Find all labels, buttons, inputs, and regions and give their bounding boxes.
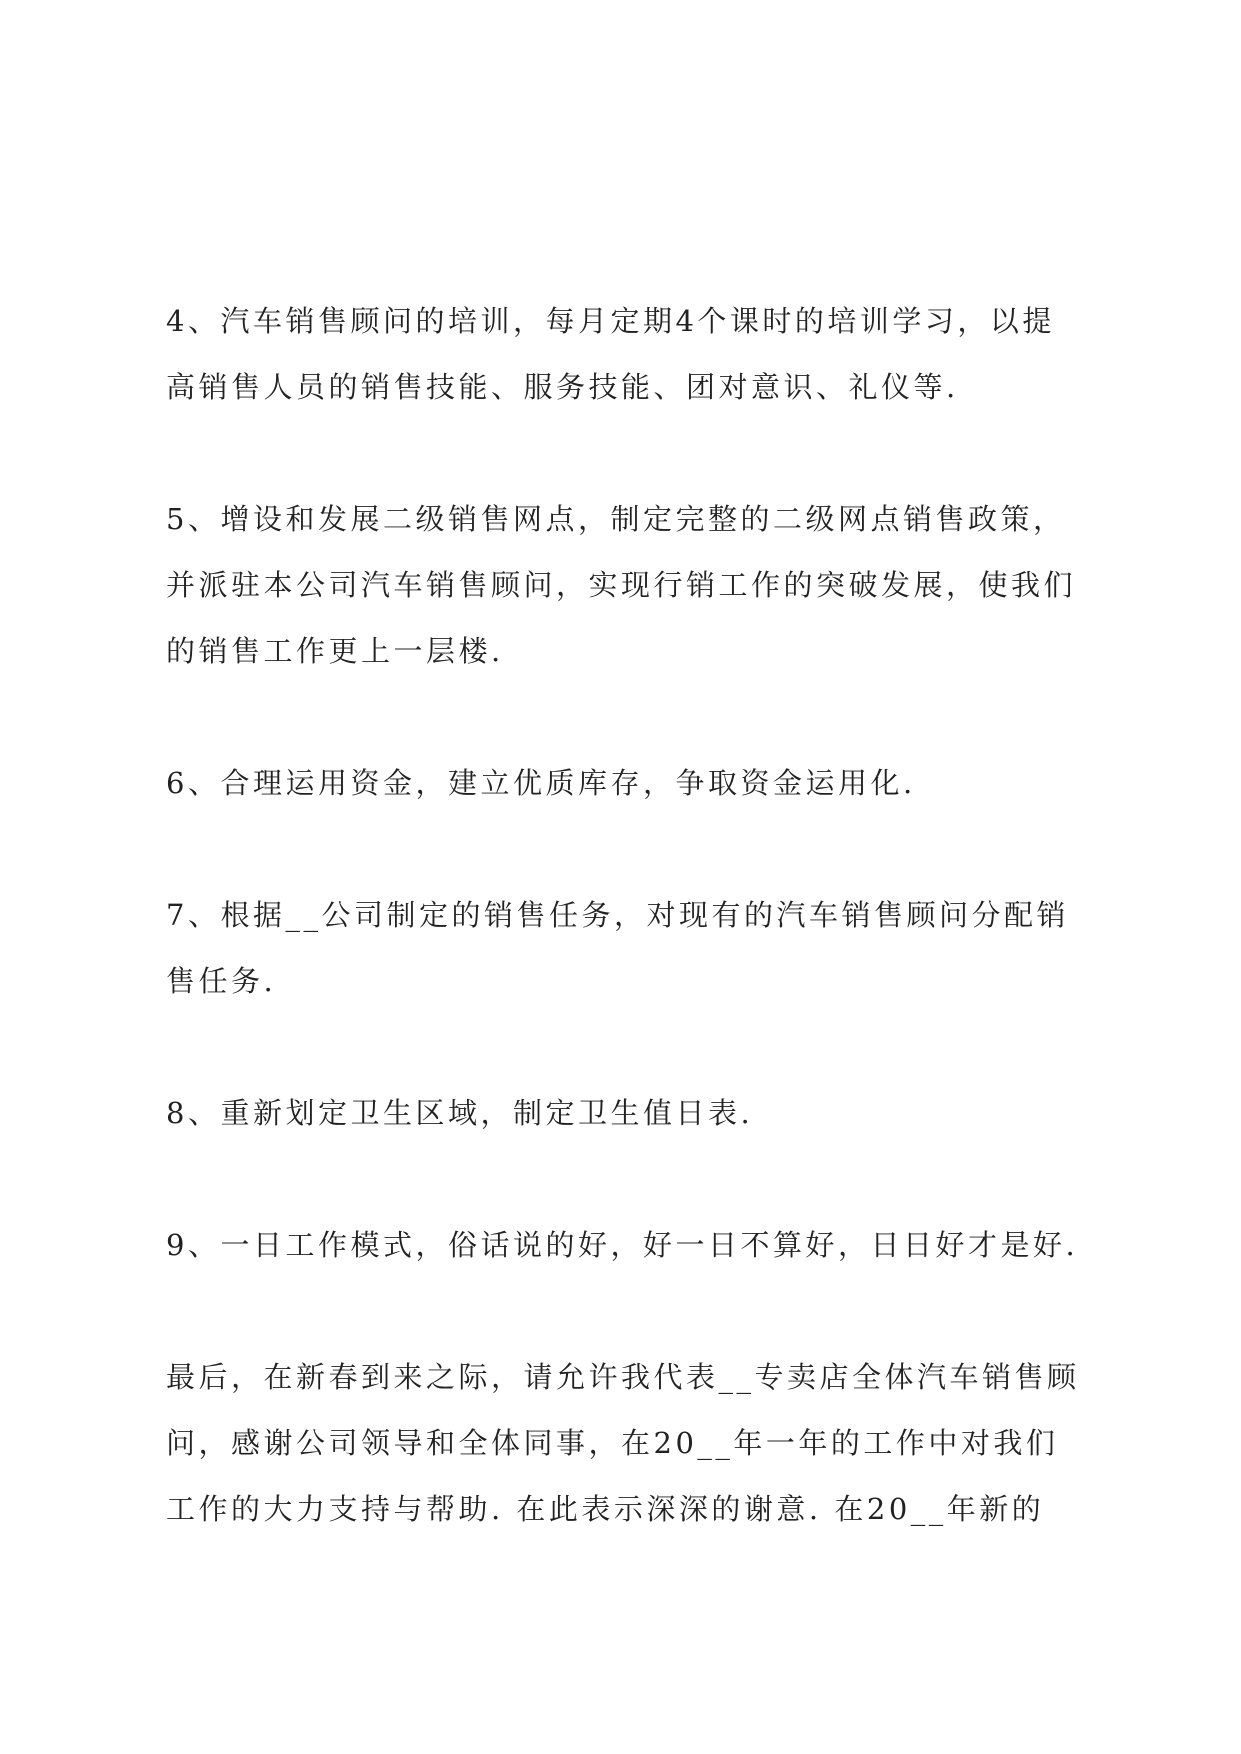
paragraph-closing (166, 1344, 1096, 1542)
paragraph-item-8 (166, 1080, 1096, 1146)
text-line: 8、重新划定卫生区域，制定卫生值日表. (166, 1096, 754, 1130)
paragraph-item-6 (166, 750, 1096, 816)
text-line: 6、合理运用资金，建立优质库存，争取资金运用化. (166, 766, 916, 800)
paragraph-item-4 (166, 288, 1096, 420)
text-line: 问，感谢公司领导和全体同事，在20__年一年的工作中对我们 (166, 1426, 1059, 1460)
paragraph-item-9 (166, 1212, 1096, 1278)
text-line: 9、一日工作模式，俗话说的好，好一日不算好，日日好才是好. (166, 1228, 1079, 1262)
text-line: 高销售人员的销售技能、服务技能、团对意识、礼仪等. (166, 370, 959, 404)
text-line: 的销售工作更上一层楼. (166, 634, 504, 668)
paragraph-item-7 (166, 882, 1096, 1014)
text-line: 工作的大力支持与帮助. 在此表示深深的谢意. 在20__年新的 (166, 1492, 1045, 1526)
paragraph-item-5 (166, 486, 1096, 684)
text-line: 4、汽车销售顾问的培训，每月定期4个课时的培训学习，以提 (166, 304, 1055, 338)
text-line: 售任务. (166, 964, 277, 998)
text-line: 5、增设和发展二级销售网点，制定完整的二级网点销售政策， (166, 502, 1066, 536)
document-body (166, 288, 1096, 1608)
text-line: 并派驻本公司汽车销售顾问，实现行销工作的突破发展，使我们 (166, 568, 1077, 602)
text-line: 7、根据__公司制定的销售任务，对现有的汽车销售顾问分配销 (166, 898, 1069, 932)
text-line: 最后，在新春到来之际，请允许我代表__专卖店全体汽车销售顾 (166, 1360, 1080, 1394)
